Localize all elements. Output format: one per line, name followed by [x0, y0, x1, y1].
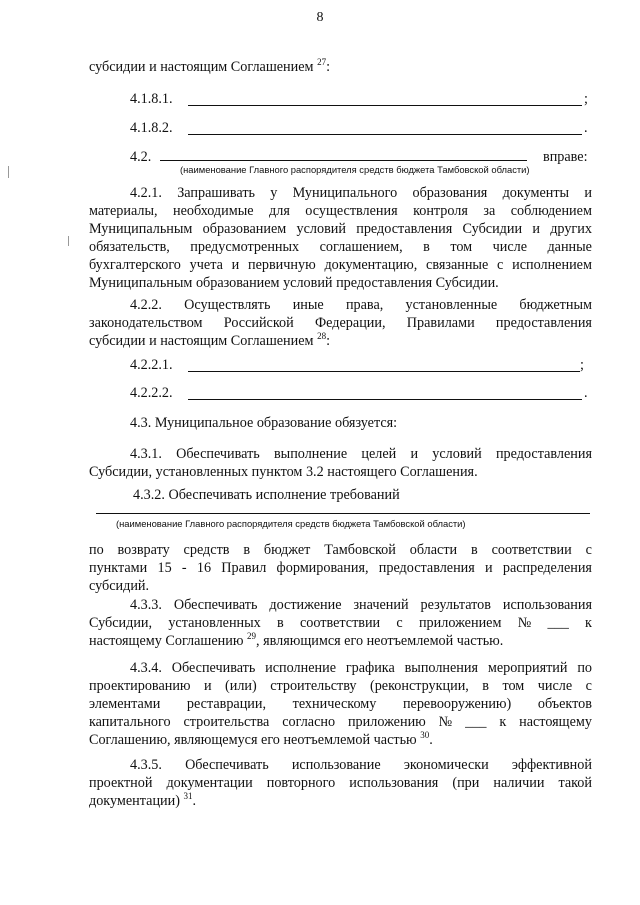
para-421-line-5 — [89, 256, 592, 274]
word: документации — [166, 775, 253, 791]
word: экономически — [403, 757, 489, 773]
para-435-line-3: документации) $^{31}$. — [89, 791, 197, 809]
word: том — [450, 239, 473, 255]
para-421-line-1 — [89, 184, 592, 202]
word: бюджет — [263, 542, 311, 558]
word: 16 — [196, 560, 212, 576]
para-433-line-2 — [89, 614, 592, 632]
word: проектной — [89, 775, 153, 791]
item-label: 4.1.8.2. — [130, 120, 173, 136]
word: Обеспечивать — [185, 757, 269, 773]
word: 4.3.3. — [130, 597, 162, 613]
word: иные — [292, 297, 324, 313]
word: Осуществлять — [184, 297, 271, 313]
word: Субсидии — [462, 221, 523, 237]
para-435-line-2 — [89, 774, 592, 792]
word: возврату — [117, 542, 170, 558]
word: 4.3.1. — [130, 446, 162, 462]
footnote-ref: 29 — [246, 631, 256, 641]
para-435-line-1 — [89, 756, 592, 774]
word: предусмотренных — [190, 239, 300, 255]
word: Российской — [223, 315, 294, 331]
word: и — [532, 221, 540, 237]
word: исполнение — [265, 660, 336, 676]
word: первичную — [248, 257, 316, 273]
para-434-line-3 — [89, 695, 592, 713]
word: бюджетным — [519, 297, 592, 313]
word: в — [482, 678, 489, 694]
word: № — [517, 615, 532, 631]
para-431-line-1 — [89, 445, 592, 463]
word: обязательств, — [89, 239, 170, 255]
word: в — [471, 542, 478, 558]
para-434-line-1 — [89, 659, 592, 677]
word: согласно — [282, 714, 336, 730]
item-end: ; — [580, 357, 584, 373]
word: материалы, — [89, 203, 158, 219]
word: средств — [183, 542, 230, 558]
para-422-line-3: субсидии и настоящим Соглашением $^{28}$: — [89, 331, 331, 349]
word: объектов — [537, 696, 592, 712]
word: целей — [361, 446, 397, 462]
word: по — [89, 542, 104, 558]
word: распределения — [502, 560, 592, 576]
page-number: 8 — [316, 10, 324, 25]
word: условий — [432, 446, 482, 462]
word: Обеспечивать — [176, 446, 260, 462]
word: перевооружению) — [402, 696, 512, 712]
word: использования — [349, 775, 439, 791]
word: права, — [345, 297, 384, 313]
word: связанные — [426, 257, 489, 273]
field-caption: (наименование Главного распорядителя средств бюджета Тамбовской области) — [116, 518, 466, 529]
word: установленных — [168, 615, 261, 631]
word: в — [277, 615, 284, 631]
word: и — [584, 185, 592, 201]
para-432-line-4: субсидий. — [89, 578, 150, 594]
para-431-line-2: Субсидии, установленных пунктом 3.2 настоящего Соглашения. — [89, 464, 478, 480]
word: области — [409, 542, 458, 558]
scan-mark — [8, 166, 9, 178]
word: необходимые — [173, 203, 254, 219]
word: с — [497, 257, 504, 273]
scan-mark — [68, 236, 69, 246]
word: условий — [296, 221, 346, 237]
word: использование — [291, 757, 381, 773]
word: мероприятий — [487, 660, 568, 676]
heading-line: субсидии и настоящим Соглашением $^{27}$: — [89, 57, 331, 75]
word: 4.2.1. — [130, 185, 162, 201]
word: в — [423, 239, 430, 255]
word: образования — [412, 185, 488, 201]
word: 4.3.5. — [130, 757, 162, 773]
item-label: 4.2.2.1. — [130, 357, 173, 373]
word: к — [499, 714, 507, 730]
footnote-ref: 30 — [420, 730, 430, 740]
word: исполнением — [512, 257, 592, 273]
word: и — [231, 257, 240, 273]
word: Муниципальным — [89, 221, 193, 237]
word: том — [502, 678, 525, 694]
word: 15 — [157, 560, 172, 576]
footnote-ref: 28 — [317, 331, 327, 341]
para-432-line-3 — [89, 559, 592, 577]
para-422-line-2 — [89, 314, 592, 332]
word: приложением — [418, 615, 502, 631]
field-caption: (наименование Главного распорядителя средств бюджета Тамбовской области) — [180, 164, 530, 175]
word: в — [243, 542, 251, 558]
word: учета — [189, 257, 223, 273]
word: документацию, — [324, 257, 418, 273]
word: законодательством — [89, 315, 203, 331]
word: соответствии — [491, 542, 572, 558]
word: (при — [452, 775, 480, 791]
word: графика — [345, 660, 395, 676]
para-432-line-2 — [89, 541, 592, 559]
word: образованием — [202, 221, 287, 237]
word: соответствии — [299, 615, 381, 631]
word: Субсидии, — [89, 615, 153, 631]
word: выполнения — [404, 660, 479, 676]
para-43: 4.3. Муниципальное образование обязуется: — [130, 415, 398, 431]
word: достижение — [269, 597, 342, 613]
word: данные — [547, 239, 592, 255]
para-433-line-1 — [89, 596, 592, 614]
para-421-line-2 — [89, 202, 592, 220]
blank-fill-line — [188, 105, 582, 106]
word: № — [438, 714, 453, 730]
word: за — [483, 203, 496, 219]
word: числе — [537, 678, 573, 694]
item-label: 4.2.2.2. — [130, 385, 173, 401]
word: ___ — [547, 615, 569, 631]
word: значений — [353, 597, 409, 613]
word: у — [270, 185, 278, 201]
word: элементами — [89, 696, 161, 712]
word: с — [585, 542, 592, 558]
word: предоставления — [378, 560, 475, 576]
word: осуществления — [305, 203, 398, 219]
word: наличии — [493, 775, 545, 791]
word: с — [396, 615, 403, 631]
word: и — [485, 560, 493, 576]
word: предоставления — [495, 446, 592, 462]
word: предоставления — [356, 221, 453, 237]
word: строительству — [270, 678, 357, 694]
blank-fill-line — [96, 513, 590, 514]
para-432-line-1: 4.3.2. Обеспечивать исполнение требований — [133, 487, 400, 503]
word: соблюдением — [510, 203, 592, 219]
item-end: . — [584, 120, 588, 136]
word: Муниципального — [292, 185, 398, 201]
blank-fill-line — [160, 160, 527, 161]
word: Обеспечивать — [173, 597, 258, 613]
word: числе — [492, 239, 527, 255]
word: такой — [558, 775, 592, 791]
word: Федерации, — [314, 315, 386, 331]
word: документы — [502, 185, 570, 201]
word: формирования, — [276, 560, 369, 576]
para-433-line-3: настоящему Соглашению $^{29}$, являющимся его неотъемлемой частью. — [89, 631, 504, 649]
word: использования — [502, 597, 592, 613]
word: к — [585, 615, 592, 631]
blank-fill-line — [188, 134, 582, 135]
footnote-ref: 27 — [317, 57, 327, 67]
para-421-line-4 — [89, 238, 592, 256]
blank-fill-line — [188, 399, 582, 400]
word: Запрашивать — [177, 185, 256, 201]
word: других — [550, 221, 592, 237]
item-end: вправе: — [543, 149, 588, 165]
word: и — [203, 678, 212, 694]
para-421-line-6: Муниципальным образованием условий предоставления Субсидии. — [89, 275, 499, 291]
word: Обеспечивать — [171, 660, 256, 676]
word: - — [181, 560, 187, 576]
word: Тамбовской — [324, 542, 396, 558]
word: результатов — [420, 597, 491, 613]
word: соглашением, — [319, 239, 403, 255]
word: контроля — [413, 203, 468, 219]
word: техническому — [292, 696, 377, 712]
word: выполнение — [273, 446, 348, 462]
para-434-line-2 — [89, 677, 592, 695]
word: Правилами — [406, 315, 475, 331]
word: ___ — [465, 714, 487, 730]
item-label: 4.1.8.1. — [130, 91, 173, 107]
para-422-line-1 — [89, 296, 592, 314]
word: бухгалтерского — [89, 257, 181, 273]
word: (или) — [225, 678, 257, 694]
blank-fill-line — [188, 371, 580, 372]
word: пунктами — [89, 560, 148, 576]
word: по — [577, 660, 592, 676]
word: эффективной — [511, 757, 592, 773]
word: реставрации, — [186, 696, 267, 712]
para-434-line-5: Соглашению, являющемуся его неотъемлемой частью $^{30}$. — [89, 730, 433, 748]
word: приложению — [347, 714, 426, 730]
word: капитального — [89, 714, 171, 730]
word: настоящему — [519, 714, 592, 730]
item-end: . — [584, 385, 588, 401]
word: для — [269, 203, 290, 219]
footnote-ref: 31 — [183, 791, 193, 801]
word: предоставления — [495, 315, 592, 331]
item-end: ; — [584, 91, 588, 107]
word: (реконструкции, — [369, 678, 469, 694]
word: Правил — [221, 560, 267, 576]
word: 4.2.2. — [130, 297, 162, 313]
word: с — [585, 678, 592, 694]
word: повторного — [266, 775, 336, 791]
para-434-line-4 — [89, 713, 592, 731]
word: 4.3.4. — [130, 660, 162, 676]
item-label: 4.2. — [130, 149, 152, 165]
word: и — [410, 446, 419, 462]
para-421-line-3 — [89, 220, 592, 238]
word: строительства — [183, 714, 270, 730]
word: установленные — [405, 297, 498, 313]
word: проектированию — [89, 678, 191, 694]
